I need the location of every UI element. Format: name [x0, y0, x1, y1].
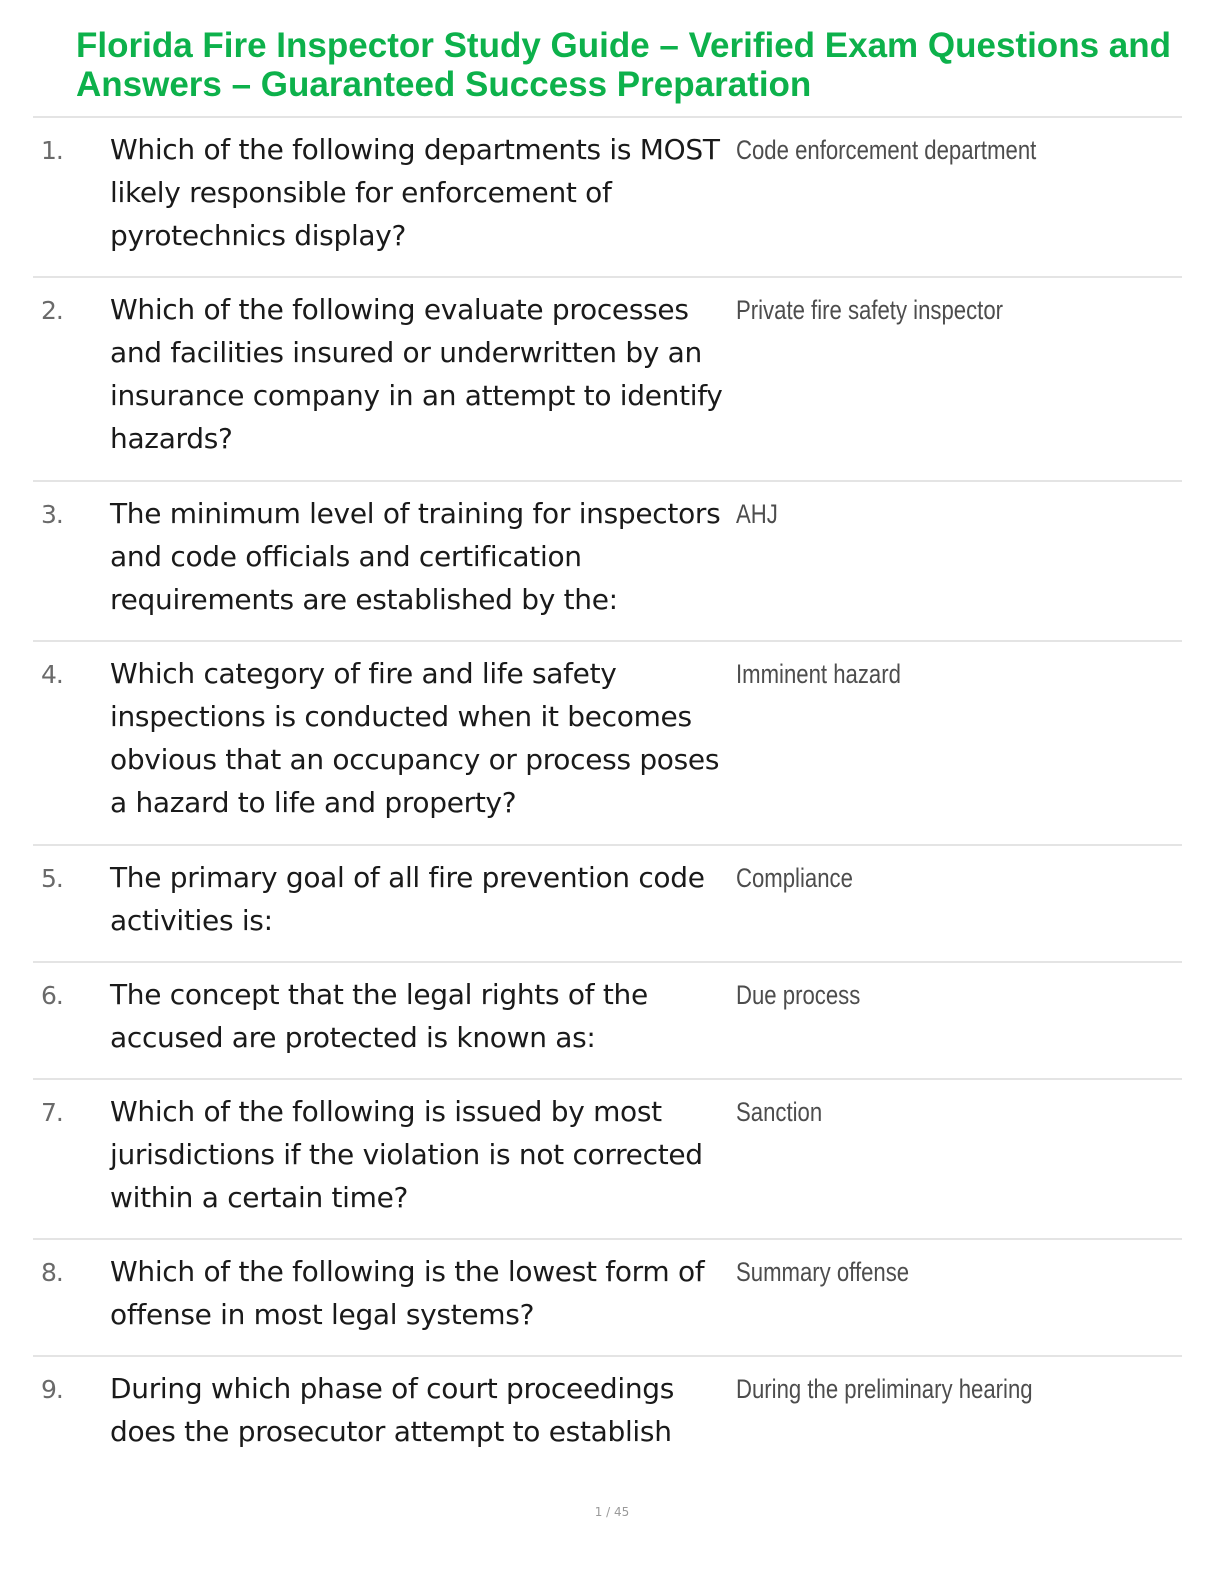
answer-text: Private fire safety inspector — [736, 295, 1004, 325]
question-text: Which of the following is the lowest form of offense in most legal systems? — [110, 1255, 705, 1331]
question-text: Which of the following is issued by most jurisdictions if the violation is not corrected within a certain time? — [110, 1095, 703, 1214]
question-text: The primary goal of all fire prevention code activities is: — [110, 861, 705, 937]
answer-text: Summary offense — [736, 1257, 910, 1287]
question-number: 5. — [41, 864, 63, 893]
question-number: 9. — [41, 1375, 63, 1404]
answer-text: AHJ — [736, 499, 778, 529]
answer-text: Imminent hazard — [736, 659, 901, 689]
question-text: Which of the following evaluate processes and facilities insured or underwritten by an insurance company in an attempt to identify hazards? — [110, 293, 723, 455]
answer-text: During the preliminary hearing — [736, 1374, 1033, 1404]
question-row — [33, 1357, 1182, 1467]
page-indicator: 1 / 45 — [594, 1505, 630, 1519]
page-title: Florida Fire Inspector Study Guide – Verified Exam Questions and Answers – Guaranteed Success Preparation — [76, 26, 1171, 104]
answer-text: Compliance — [736, 863, 853, 893]
answer-text: Due process — [736, 980, 861, 1010]
answer-text: Code enforcement department — [736, 135, 1037, 165]
question-row — [33, 1240, 1182, 1357]
question-row — [33, 963, 1182, 1080]
question-number: 1. — [41, 136, 63, 165]
question-row — [33, 1080, 1182, 1240]
question-text: Which of the following departments is MOST likely responsible for enforcement of pyrotechnics display? — [110, 133, 720, 252]
question-text: The concept that the legal rights of the accused are protected is known as: — [110, 978, 648, 1054]
question-number: 6. — [41, 981, 63, 1010]
question-number: 2. — [41, 296, 63, 325]
question-row — [33, 642, 1182, 846]
question-list — [33, 118, 1182, 1467]
question-text: During which phase of court proceedings does the prosecutor attempt to establish — [110, 1372, 675, 1448]
question-number: 3. — [41, 500, 63, 529]
answer-text: Sanction — [736, 1097, 823, 1127]
question-row — [33, 118, 1182, 278]
question-number: 4. — [41, 660, 63, 689]
question-number: 7. — [41, 1098, 63, 1127]
question-number: 8. — [41, 1258, 63, 1287]
question-row — [33, 482, 1182, 642]
question-row — [33, 278, 1182, 482]
question-row — [33, 846, 1182, 963]
question-text: Which category of fire and life safety inspections is conducted when it becomes obvious that an occupancy or process poses a hazard to life and property? — [110, 657, 720, 819]
question-text: The minimum level of training for inspectors and code officials and certification requirements are established by the: — [110, 497, 721, 616]
